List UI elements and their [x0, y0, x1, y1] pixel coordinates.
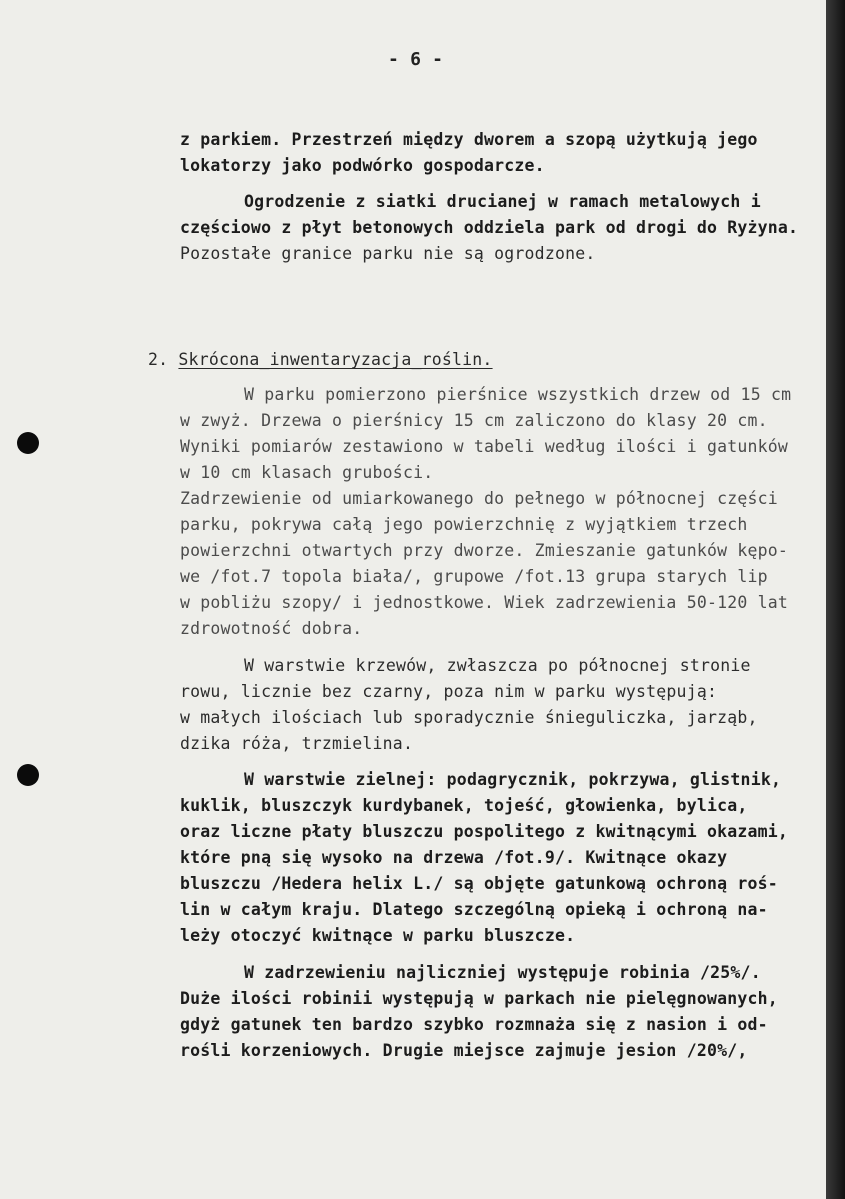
text-line: w zwyż. Drzewa o pierśnicy 15 cm zaliczono do klasy 20 cm.: [180, 411, 768, 430]
text-line: W zadrzewieniu najliczniej występuje robinia /25%/.: [244, 963, 761, 982]
text-line: Duże ilości robinii występują w parkach nie pielęgnowanych,: [180, 989, 778, 1008]
text-line: w 10 cm klasach grubości.: [180, 463, 434, 482]
text-line: kuklik, bluszczyk kurdybanek, tojeść, głowienka, bylica,: [180, 796, 748, 815]
text-line: Pozostałe granice parku nie są ogrodzone.: [180, 244, 596, 263]
text-line: W parku pomierzono pierśnice wszystkich drzew od 15 cm: [244, 385, 792, 404]
text-line: w pobliżu szopy/ i jednostkowe. Wiek zadrzewienia 50-120 lat: [180, 593, 789, 612]
scan-border: [826, 0, 845, 1199]
text-line: dzika róża, trzmielina.: [180, 734, 414, 753]
text-line: z parkiem. Przestrzeń między dworem a szopą użytkują jego: [180, 130, 758, 149]
text-line: leży otoczyć kwitnące w parku bluszcze.: [180, 926, 576, 945]
section-heading: [148, 350, 493, 370]
page-number: - 6 -: [388, 49, 444, 70]
text-line: rowu, licznie bez czarny, poza nim w parku występują:: [180, 682, 718, 701]
text-line: lin w całym kraju. Dlatego szczególną opieką i ochroną na-: [180, 900, 768, 919]
text-line: lokatorzy jako podwórko gospodarcze.: [180, 156, 545, 175]
text-line: zdrowotność dobra.: [180, 619, 363, 638]
text-line: Zadrzewienie od umiarkowanego do pełnego w północnej części: [180, 489, 778, 508]
text-line: gdyż gatunek ten bardzo szybko rozmnaża się z nasion i od-: [180, 1015, 768, 1034]
text-line: W warstwie zielnej: podagrycznik, pokrzywa, glistnik,: [244, 770, 782, 789]
punch-hole: [17, 764, 39, 786]
text-line: bluszczu /Hedera helix L./ są objęte gatunkową ochroną roś-: [180, 874, 778, 893]
text-line: we /fot.7 topola biała/, grupowe /fot.13 grupa starych lip: [180, 567, 768, 586]
text-line: oraz liczne płaty bluszczu pospolitego z kwitnącymi okazami,: [180, 822, 789, 841]
section-title: Skrócona_inwentaryzacja_roślin.: [178, 350, 493, 369]
text-line: w małych ilościach lub sporadycznie śnieguliczka, jarząb,: [180, 708, 758, 727]
punch-hole: [17, 432, 39, 454]
text-line: częściowo z płyt betonowych oddziela park od drogi do Ryżyna.: [180, 218, 799, 237]
text-line: rośli korzeniowych. Drugie miejsce zajmuje jesion /20%/,: [180, 1041, 748, 1060]
section-number: 2.: [148, 350, 169, 369]
text-line: Ogrodzenie z siatki drucianej w ramach metalowych i: [244, 192, 761, 211]
text-line: W warstwie krzewów, zwłaszcza po północnej stronie: [244, 656, 751, 675]
text-line: powierzchni otwartych przy dworze. Zmieszanie gatunków kępo-: [180, 541, 789, 560]
text-line: Wyniki pomiarów zestawiono w tabeli według ilości i gatunków: [180, 437, 789, 456]
text-line: które pną się wysoko na drzewa /fot.9/. Kwitnące okazy: [180, 848, 728, 867]
text-line: parku, pokrywa całą jego powierzchnię z wyjątkiem trzech: [180, 515, 748, 534]
